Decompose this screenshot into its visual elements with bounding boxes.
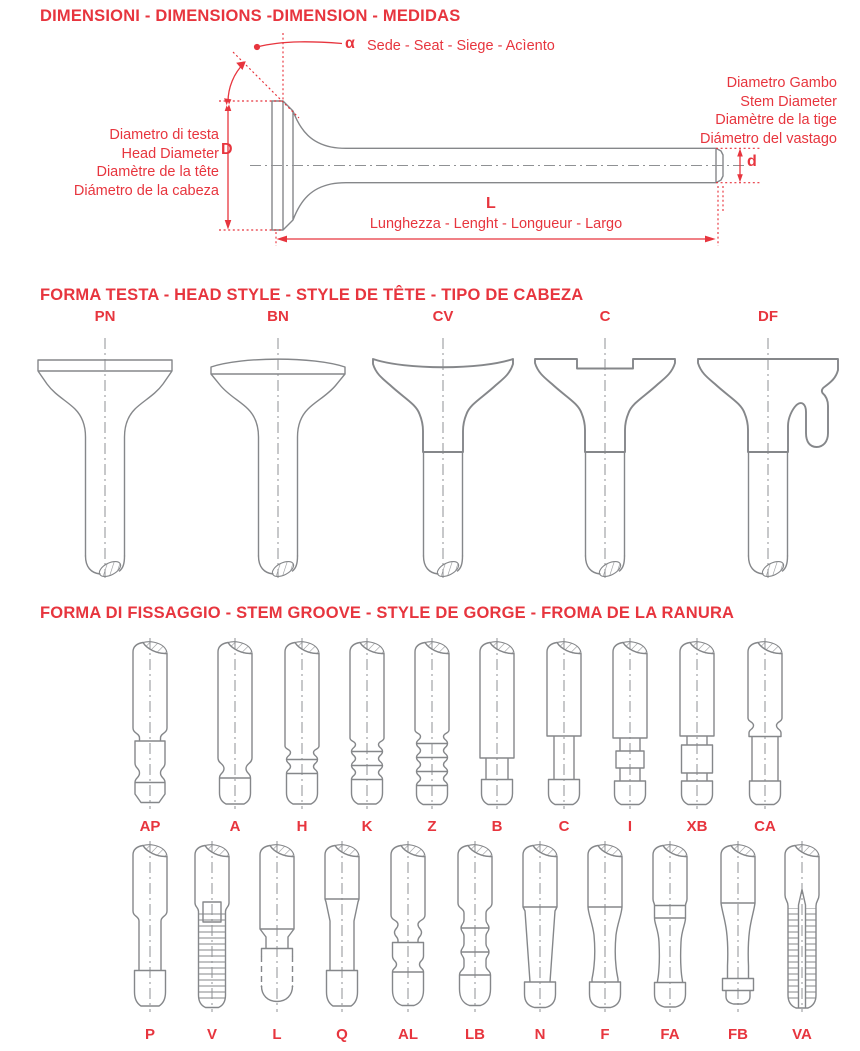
stem-groove-figure-p <box>133 841 167 1012</box>
stem-groove-label-l: L <box>272 1026 282 1043</box>
stem-groove-label-fa: FA <box>660 1026 680 1043</box>
stem-groove-label-k: K <box>361 818 373 835</box>
stem-diameter-line: Stem Diameter <box>740 93 837 110</box>
stem-groove-figure-a <box>218 638 252 809</box>
stem-groove-figure-n <box>523 841 557 1012</box>
dimensions-section-title: DIMENSIONI - DIMENSIONS -DIMENSION - MEDIDAS <box>40 7 461 25</box>
head-style-label-pn: PN <box>94 308 116 325</box>
head-style-figure-bn <box>211 338 345 580</box>
stem-groove-figure-xb <box>680 638 714 809</box>
stem-groove-figure-h <box>285 638 319 809</box>
head-style-label-df: DF <box>758 308 778 325</box>
stem-groove-figure-b <box>480 638 514 809</box>
head-diameter-labels <box>0 126 219 200</box>
head-style-label-c: C <box>599 308 611 325</box>
stem-groove-figure-q <box>325 841 359 1012</box>
stem-groove-figure-al <box>391 841 425 1012</box>
dim-L-label: L <box>486 195 496 212</box>
stem-groove-figure-v <box>195 841 229 1012</box>
stem-diameter-line: Diametro Gambo <box>726 75 837 91</box>
stem-groove-label-q: Q <box>336 1026 348 1043</box>
stem-groove-label-n: N <box>534 1026 546 1043</box>
stem-groove-label-ca: CA <box>754 818 776 835</box>
stem-groove-label-z: Z <box>427 818 437 835</box>
stem-groove-figure-va <box>785 841 819 1012</box>
stem-groove-figure-f <box>588 841 622 1012</box>
stem-groove-label-fb: FB <box>728 1026 748 1043</box>
stem-groove-figure-fb <box>721 841 755 1012</box>
stem-groove-label-b: B <box>491 818 503 835</box>
stem-groove-figure-z <box>415 638 449 809</box>
head-style-figure-c <box>535 338 675 580</box>
stem-groove-label-al: AL <box>398 1026 418 1043</box>
head-diameter-line: Diametro di testa <box>109 127 219 143</box>
stem-diameter-line: Diamètre de la tige <box>715 112 837 129</box>
stem-groove-label-i: I <box>627 818 633 835</box>
stem-groove-figure-k <box>350 638 384 809</box>
head-diameter-line: Diamètre de la tête <box>96 164 219 181</box>
head-style-label-bn: BN <box>267 308 289 325</box>
stem-groove-figure-fa <box>653 841 687 1012</box>
stem-groove-figure-ca <box>748 638 782 809</box>
dim-D-label: D <box>221 141 233 158</box>
seat-label: Sede - Seat - Siege - Acìento <box>367 38 555 54</box>
head-diameter-line: Head Diameter <box>121 145 219 162</box>
stem-diameter-labels <box>600 74 837 148</box>
stem-groove-label-p: P <box>144 1026 156 1043</box>
stem-groove-label-c: C <box>558 818 570 835</box>
stem-diameter-line: Diámetro del vastago <box>699 130 837 147</box>
head-style-figure-cv <box>373 338 513 580</box>
alpha-symbol: α <box>345 35 355 52</box>
stem-groove-label-h: H <box>296 818 308 835</box>
head-style-figure-df <box>698 338 838 580</box>
stem-groove-figure-i <box>613 638 647 809</box>
head-style-section-title: FORMA TESTA - HEAD STYLE - STYLE DE TÊTE - TIPO DE CABEZA <box>40 286 584 304</box>
stem-groove-figure-l <box>260 841 294 1012</box>
stem-groove-section-title: FORMA DI FISSAGGIO - STEM GROOVE - STYLE DE GORGE - FROMA DE LA RANURA <box>40 604 735 622</box>
head-style-figure-pn <box>38 338 172 580</box>
stem-groove-figure-lb <box>458 841 492 1012</box>
dim-d-label: d <box>747 153 757 170</box>
stem-groove-label-lb: LB <box>465 1026 485 1043</box>
stem-groove-label-v: V <box>206 1026 218 1043</box>
stem-groove-label-f: F <box>600 1026 610 1043</box>
stem-groove-figure-c <box>547 638 581 809</box>
stem-groove-label-va: VA <box>792 1026 812 1043</box>
head-diameter-line: Diámetro de la cabeza <box>73 182 219 199</box>
stem-groove-label-xb: XB <box>686 818 708 835</box>
stem-groove-figure-ap <box>133 638 167 809</box>
stem-groove-label-a: A <box>229 818 241 835</box>
head-style-label-cv: CV <box>432 308 454 325</box>
length-label: Lunghezza - Lenght - Longueur - Largo <box>369 216 623 232</box>
leader-dot <box>254 44 260 50</box>
stem-groove-label-ap: AP <box>139 818 161 835</box>
